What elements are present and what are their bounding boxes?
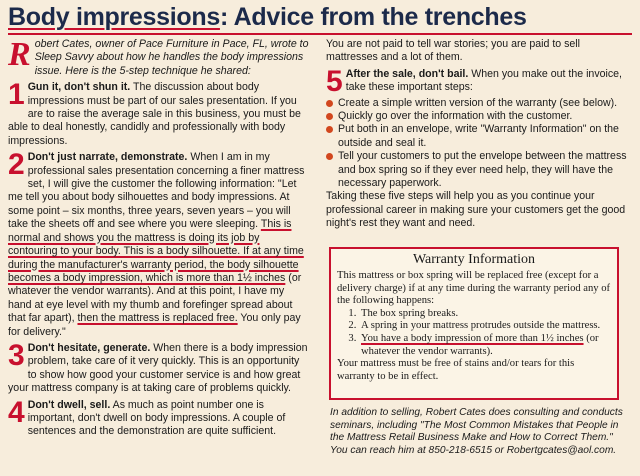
headline-emphasis: Body impressions	[8, 3, 220, 31]
list-item: Tell your customers to put the envelope between the mattress and box spring so if they ever need help, they will have the necessary paperwork.	[326, 150, 632, 190]
list-item	[359, 333, 611, 358]
step-number: 2	[8, 148, 25, 182]
intro-paragraph	[8, 38, 310, 78]
list-item: Create a simple written version of the warranty (see below).	[326, 97, 632, 110]
step-number: 4	[8, 395, 25, 429]
warranty-footer: Your mattress must be free of stains and/or tears for this warranty to be in effect.	[337, 358, 575, 382]
step-4	[8, 395, 310, 439]
conclusion-paragraph: Taking these five steps will help you as you continue your professional career in making sure your customers get the good night's rest they want and need.	[326, 190, 626, 230]
underlined-passage: You have a body impression of more than 1½ inches	[361, 332, 584, 344]
step-number: 3	[8, 338, 25, 372]
step-heading: Don't just narrate, demonstrate.	[27, 151, 188, 164]
step-heading: After the sale, don't bail.	[345, 67, 469, 80]
step-text: You only pay for delivery."	[8, 312, 301, 338]
step-5	[326, 64, 632, 98]
step-text: When you make out the invoice, take these important steps:	[345, 67, 622, 94]
headline-rule	[8, 33, 632, 35]
list-item: Put both in an envelope, write "Warranty Information" on the outside and seal it.	[326, 123, 632, 150]
warranty-conditions	[337, 308, 611, 358]
closing-note: In addition to selling, Robert Cates does consulting and conducts seminars, including "The Most Common Mistakes that People in the Mattress Retail Business Make and How to Correct Them." You can reach him at 850-218-6515 or Robertgcates@aol.com.	[330, 407, 623, 456]
warranty-box	[329, 247, 619, 400]
list-item: 2. A spring in your mattress protrudes outside the mattress.	[359, 320, 611, 333]
step-text: (or whatever the vendor warrants). And at this point, I have my hand at eye level with my thumb and forefinger spread about that far apart),	[8, 271, 302, 325]
step-1	[8, 78, 310, 148]
list-item: Quickly go over the information with the customer.	[326, 110, 632, 123]
step-text: When there is a body impression problem, take care of it very quickly. This is an opportunity to show how good your customer service is and how great your mattress company is at taking care of problems quickly.	[8, 341, 308, 395]
headline	[8, 2, 632, 32]
step-3	[8, 338, 310, 396]
right-top-paragraph: You are not paid to tell war stories; you are paid to sell mattresses and a lot of them.	[326, 38, 581, 64]
step-text: As much as point number one is important, don't dwell on body impressions. A couple of sentences and the demonstration are quite sufficient.	[27, 398, 286, 438]
step-heading: Gun it, don't shun it.	[27, 81, 131, 94]
intro-text: obert Cates, owner of Pace Furniture in Pace, FL, wrote to Sleep Savvy about how he handles the body impressions issue. Here is the 5-step technique he shared:	[34, 38, 309, 77]
intro-dropcap: R	[8, 36, 31, 73]
list-item: 1. The box spring breaks.	[359, 308, 611, 321]
step-2	[8, 148, 310, 339]
headline-rest: : Advice from the trenches	[219, 3, 527, 31]
underlined-passage: This is normal and shows you the mattress is doing its job by contouring to your body. This is a body silhouette. If at any time during the manufacturer's warranty period, the body silhouette becomes a body impression, which is more than 1½ inches	[8, 218, 304, 284]
step-text: The discussion about body impressions must be part of our sales presentation. If you are to raise the average sale in this business, you must be able to deal honestly, candidly and professionally with body impressions.	[8, 81, 301, 147]
step-text: When I am in my professional sales presentation concerning a finer mattress set, I will give the customer the following information: "Let me tell you about body silhouettes and body impressions. At some point – six months, three years, seven years – you will take the sheets off and see where you were sleeping.	[8, 151, 305, 231]
right-column	[326, 38, 632, 231]
invoice-steps-list	[326, 97, 632, 191]
step-number: 1	[8, 78, 25, 112]
warranty-lead: This mattress or box spring will be replaced free (except for a delivery charge) if at any time during the warranty period any of the following happens:	[337, 270, 611, 307]
warranty-item-text: (or whatever the vendor warrants).	[361, 332, 599, 357]
step-number: 5	[326, 64, 343, 98]
left-column	[8, 38, 310, 439]
warranty-title: Warranty Information	[412, 252, 536, 267]
step-heading: Don't dwell, sell.	[27, 398, 111, 411]
underlined-passage: then the mattress is replaced free.	[77, 312, 238, 325]
step-heading: Don't hesitate, generate.	[27, 341, 151, 354]
